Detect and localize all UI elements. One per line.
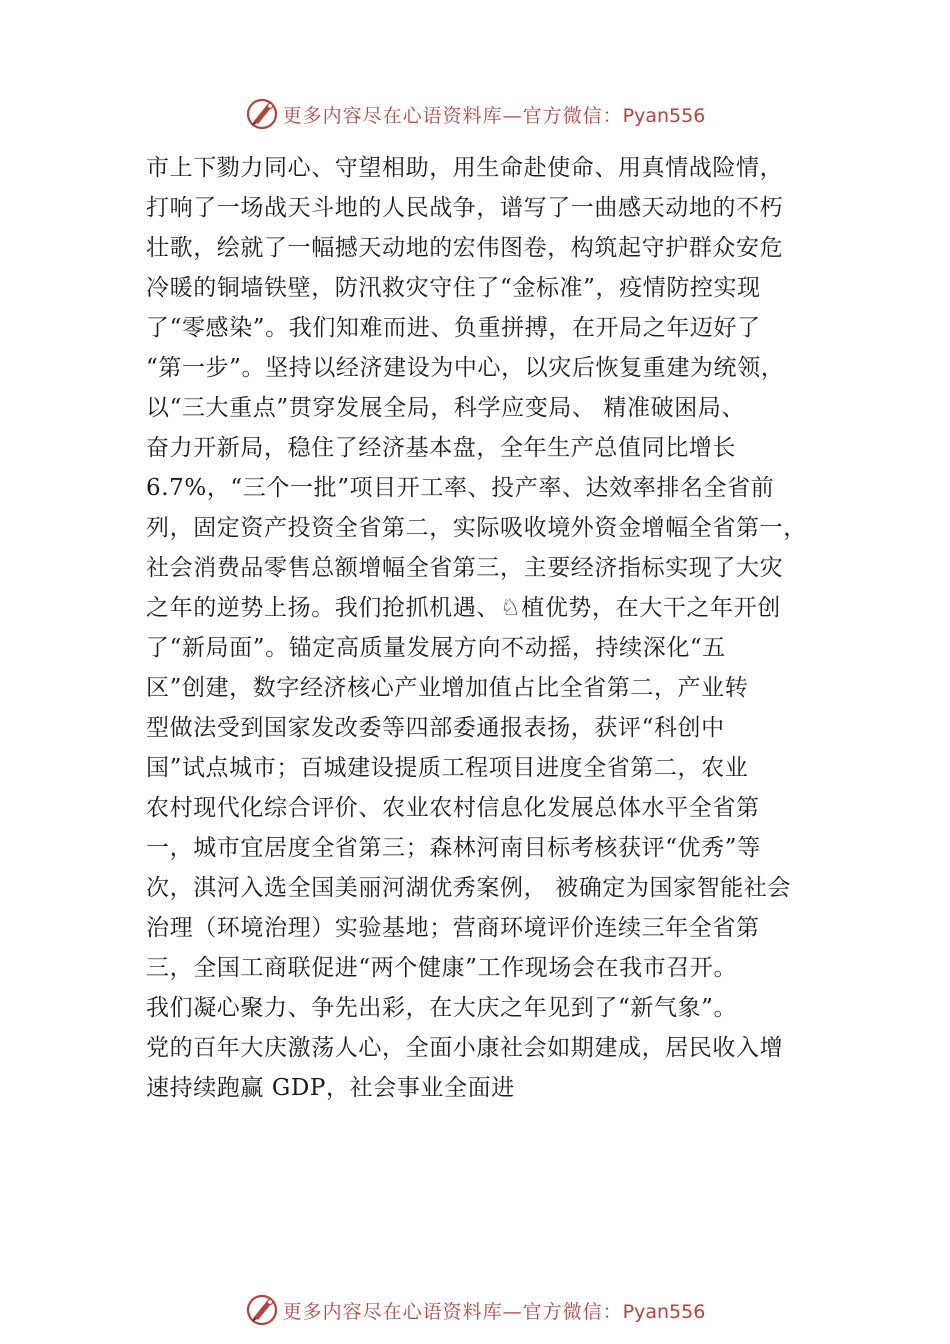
text-line: “第一步”。坚持以经济建设为中心，以灾后恢复重建为统领，: [146, 355, 785, 381]
text-line: 三，全国工商联促进“两个健康”工作现场会在我市召开。: [146, 955, 738, 981]
text-line: 冷暖的铜墙铁壁，防汛救灾守住了“金标准”，疫情防控实现: [146, 275, 761, 301]
text-line: 市上下勠力同心、守望相助，用生命赴使命、用真情战险情，: [146, 155, 784, 181]
text-line: 社会消费品零售总额增幅全省第三，主要经济指标实现了大灾: [146, 555, 784, 581]
text-line: 壮歌，绘就了一幅撼天动地的宏伟图卷，构筑起守护群众安危: [146, 235, 784, 261]
text-line: 列，固定资产投资全省第二，实际吸收境外资金增幅全省第一，: [146, 515, 807, 541]
text-line: 党的百年大庆激荡人心，全面小康社会如期建成，居民收入增: [146, 1035, 784, 1061]
text-line: 国”试点城市；百城建设提质工程项目进度全省第二，农业: [146, 755, 749, 781]
text-line: 奋力开新局，稳住了经济基本盘，全年生产总值同比增长: [146, 435, 736, 461]
text-line: 打响了一场战天斗地的人民战争，谱写了一曲感天动地的不朽: [146, 195, 784, 221]
text-line: 之年的逆势上扬。我们抢抓机遇、♘植优势，在大干之年开创: [146, 595, 781, 621]
watermark-text: 更多内容尽在心语资料库—官方微信：Pyan556: [282, 104, 706, 127]
header-watermark: [0, 94, 950, 134]
pen-badge-icon: [245, 97, 279, 131]
watermark-text: 更多内容尽在心语资料库—官方微信：Pyan556: [282, 1300, 706, 1323]
document-body: [146, 148, 846, 1108]
text-line: 了“零感染”。我们知难而进、负重拼搏，在开局之年迈好了: [146, 315, 761, 341]
text-line: 农村现代化综合评价、农业农村信息化发展总体水平全省第: [146, 795, 760, 821]
text-line: 速持续跑赢 GDP，社会事业全面进: [146, 1075, 515, 1101]
text-line: 一，城市宜居度全省第三；森林河南目标考核获评“优秀”等: [146, 835, 761, 861]
text-line: 型做法受到国家发改委等四部委通报表扬，获评“科创中: [146, 715, 725, 741]
footer-watermark: [0, 1290, 950, 1330]
text-line: 6.7%，“三个一批”项目开工率、投产率、达效率排名全省前: [146, 475, 775, 501]
text-line: 治理（环境治理）实验基地；营商环境评价连续三年全省第: [146, 915, 760, 941]
text-line: 次，淇河入选全国美丽河湖优秀案例， 被确定为国家智能社会: [146, 875, 792, 901]
text-line: 以“三大重点”贯穿发展全局，科学应变局、 精准破困局、: [146, 395, 746, 421]
text-line: 了“新局面”。锚定高质量发展方向不动摇，持续深化“五: [146, 635, 726, 661]
pen-badge-icon: [245, 1293, 279, 1327]
text-line: 我们凝心聚力、争先出彩，在大庆之年见到了“新气象”。: [146, 995, 738, 1021]
text-line: 区”创建，数字经济核心产业增加值占比全省第二，产业转: [146, 675, 749, 701]
